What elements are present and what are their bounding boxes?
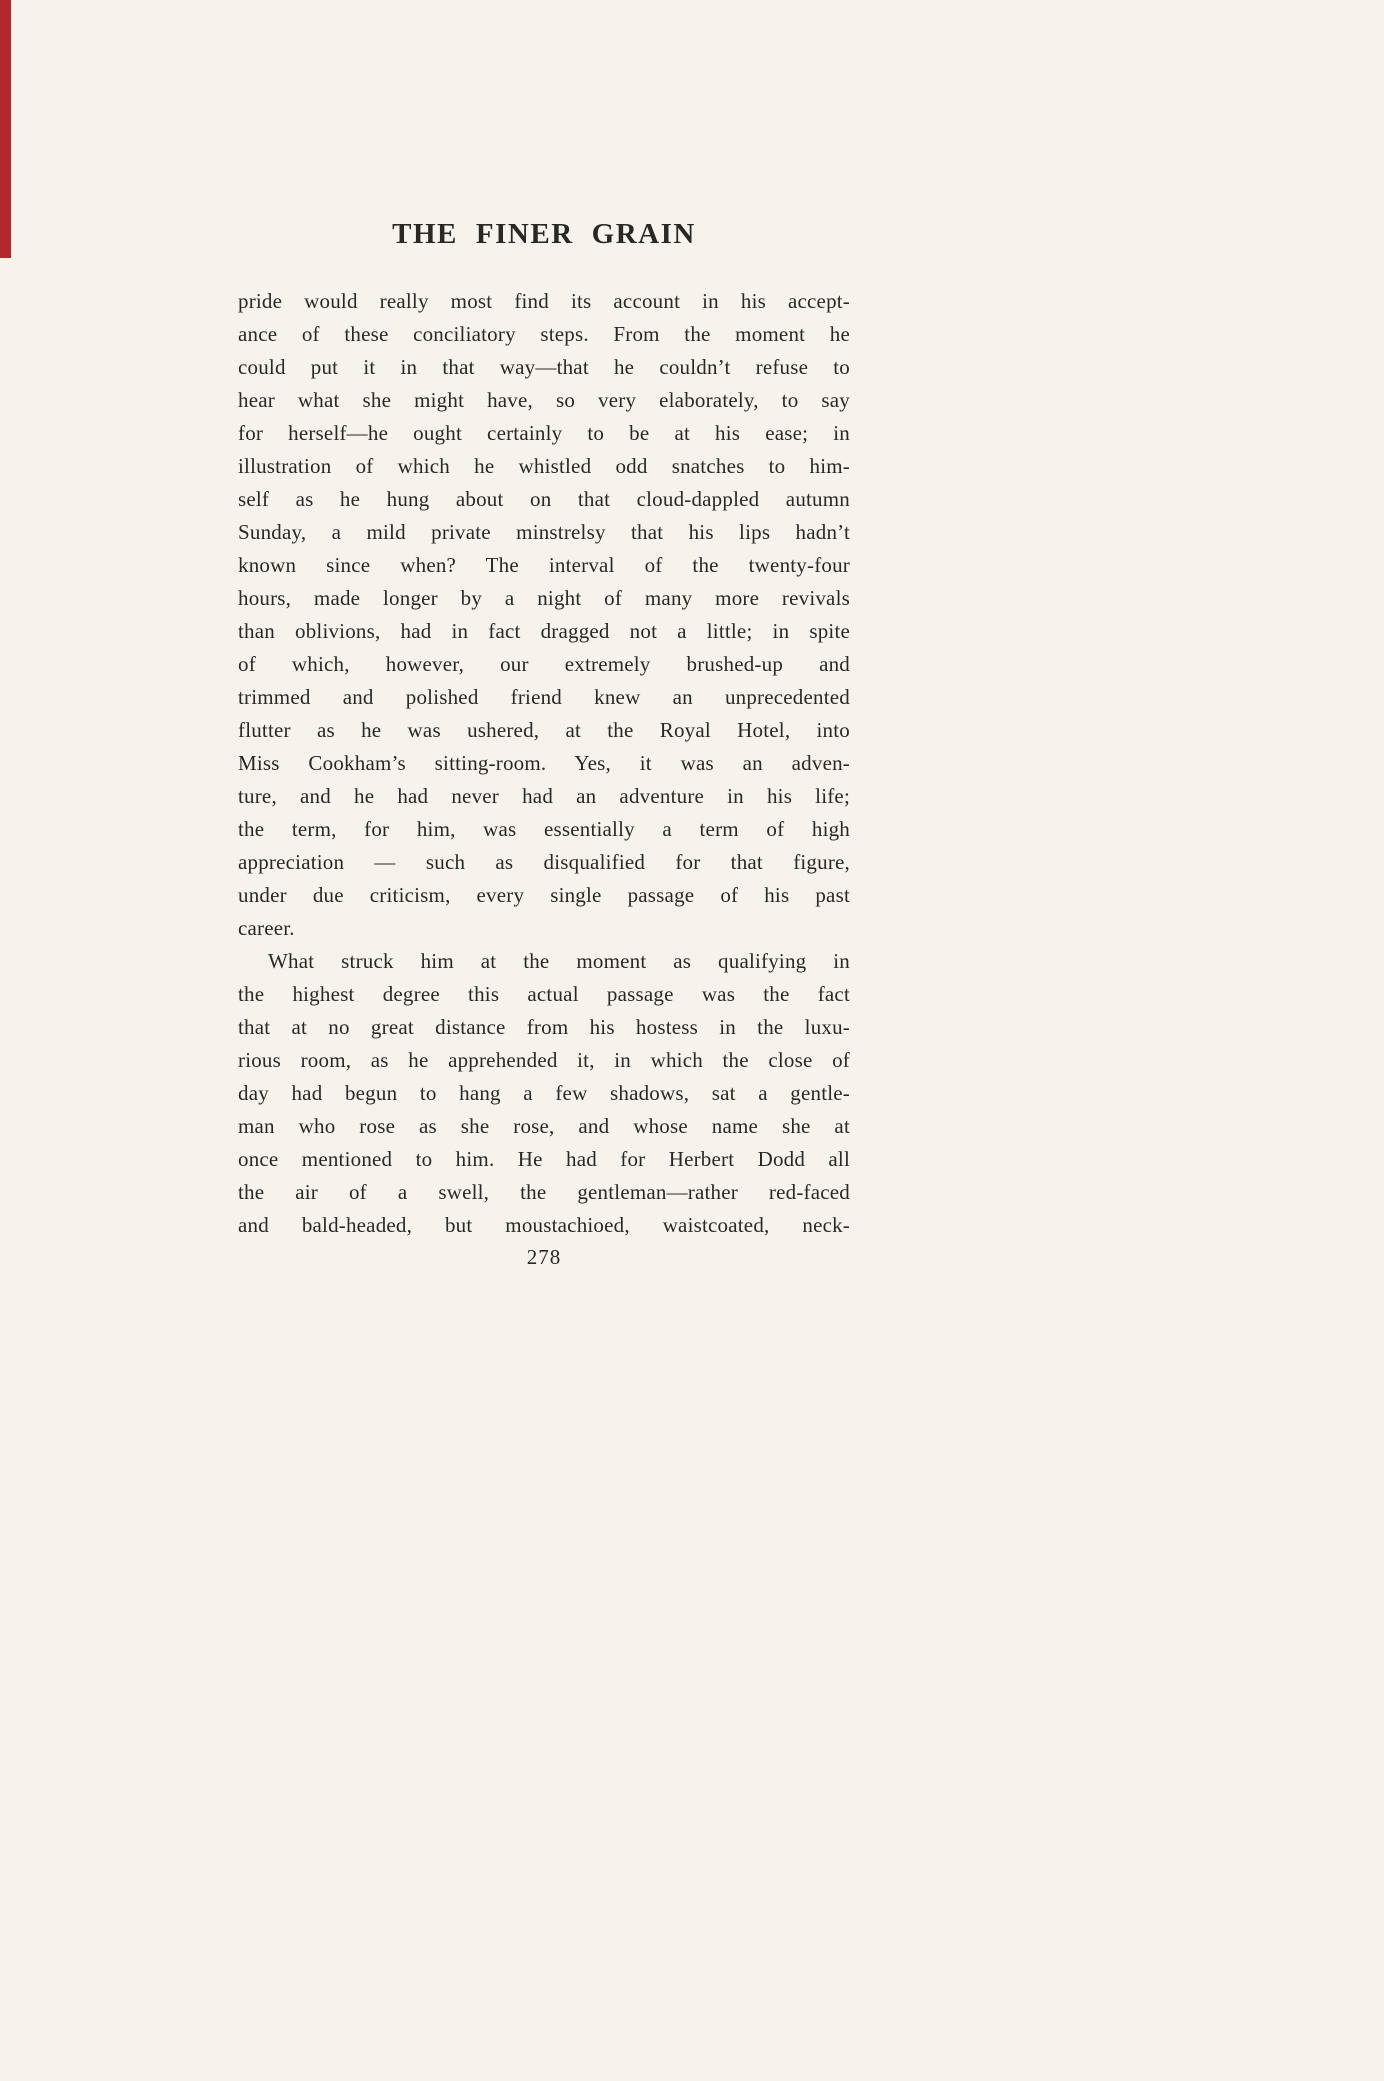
text-line: flutter as he was ushered, at the Royal Hotel, into (238, 718, 850, 742)
text-line: day had begun to hang a few shadows, sat a gentle- (238, 1081, 850, 1105)
text-line: and bald-headed, but moustachioed, waistcoated, neck- (238, 1213, 850, 1237)
text-line: rious room, as he apprehended it, in which the close of (238, 1048, 850, 1072)
text-line: of which, however, our extremely brushed-up and (238, 652, 850, 676)
text-line: self as he hung about on that cloud-dappled autumn (238, 487, 850, 511)
text-line: that at no great distance from his hostess in the luxu- (238, 1015, 850, 1039)
text-line: under due criticism, every single passage of his past (238, 883, 850, 907)
text-line: than oblivions, had in fact dragged not a little; in spite (238, 619, 850, 643)
text-line: Miss Cookham’s sitting-room. Yes, it was an adven- (238, 751, 850, 775)
text-line: pride would really most find its account in his accept- (238, 289, 850, 313)
running-head: THE FINER GRAIN (392, 218, 696, 250)
text-line: illustration of which he whistled odd snatches to him- (238, 454, 850, 478)
text-line: once mentioned to him. He had for Herbert Dodd all (238, 1147, 850, 1171)
text-line: ture, and he had never had an adventure in his life; (238, 784, 850, 808)
text-line: the air of a swell, the gentleman—rather red-faced (238, 1180, 850, 1204)
paragraph (238, 285, 850, 945)
text-line: career. (238, 916, 295, 940)
text-line: What struck him at the moment as qualifying in (268, 949, 850, 973)
text-block (238, 0, 850, 1270)
text-line: known since when? The interval of the twenty-four (238, 553, 850, 577)
text-line: trimmed and polished friend knew an unprecedented (238, 685, 850, 709)
text-line: the term, for him, was essentially a term of high (238, 817, 850, 841)
paragraph (238, 945, 850, 1242)
text-line: ance of these conciliatory steps. From the moment he (238, 322, 850, 346)
text-line: hours, made longer by a night of many more revivals (238, 586, 850, 610)
text-line: Sunday, a mild private minstrelsy that his lips hadn’t (238, 520, 850, 544)
scan-edge-artifact (0, 0, 11, 258)
text-line: hear what she might have, so very elaborately, to say (238, 388, 850, 412)
text-line: for herself—he ought certainly to be at his ease; in (238, 421, 850, 445)
text-line: could put it in that way—that he couldn’t refuse to (238, 355, 850, 379)
text-line: appreciation — such as disqualified for that figure, (238, 850, 850, 874)
page-number: 278 (526, 1245, 562, 1269)
body-text (238, 285, 850, 1242)
text-line: the highest degree this actual passage was the fact (238, 982, 850, 1006)
text-line: man who rose as she rose, and whose name she at (238, 1114, 850, 1138)
